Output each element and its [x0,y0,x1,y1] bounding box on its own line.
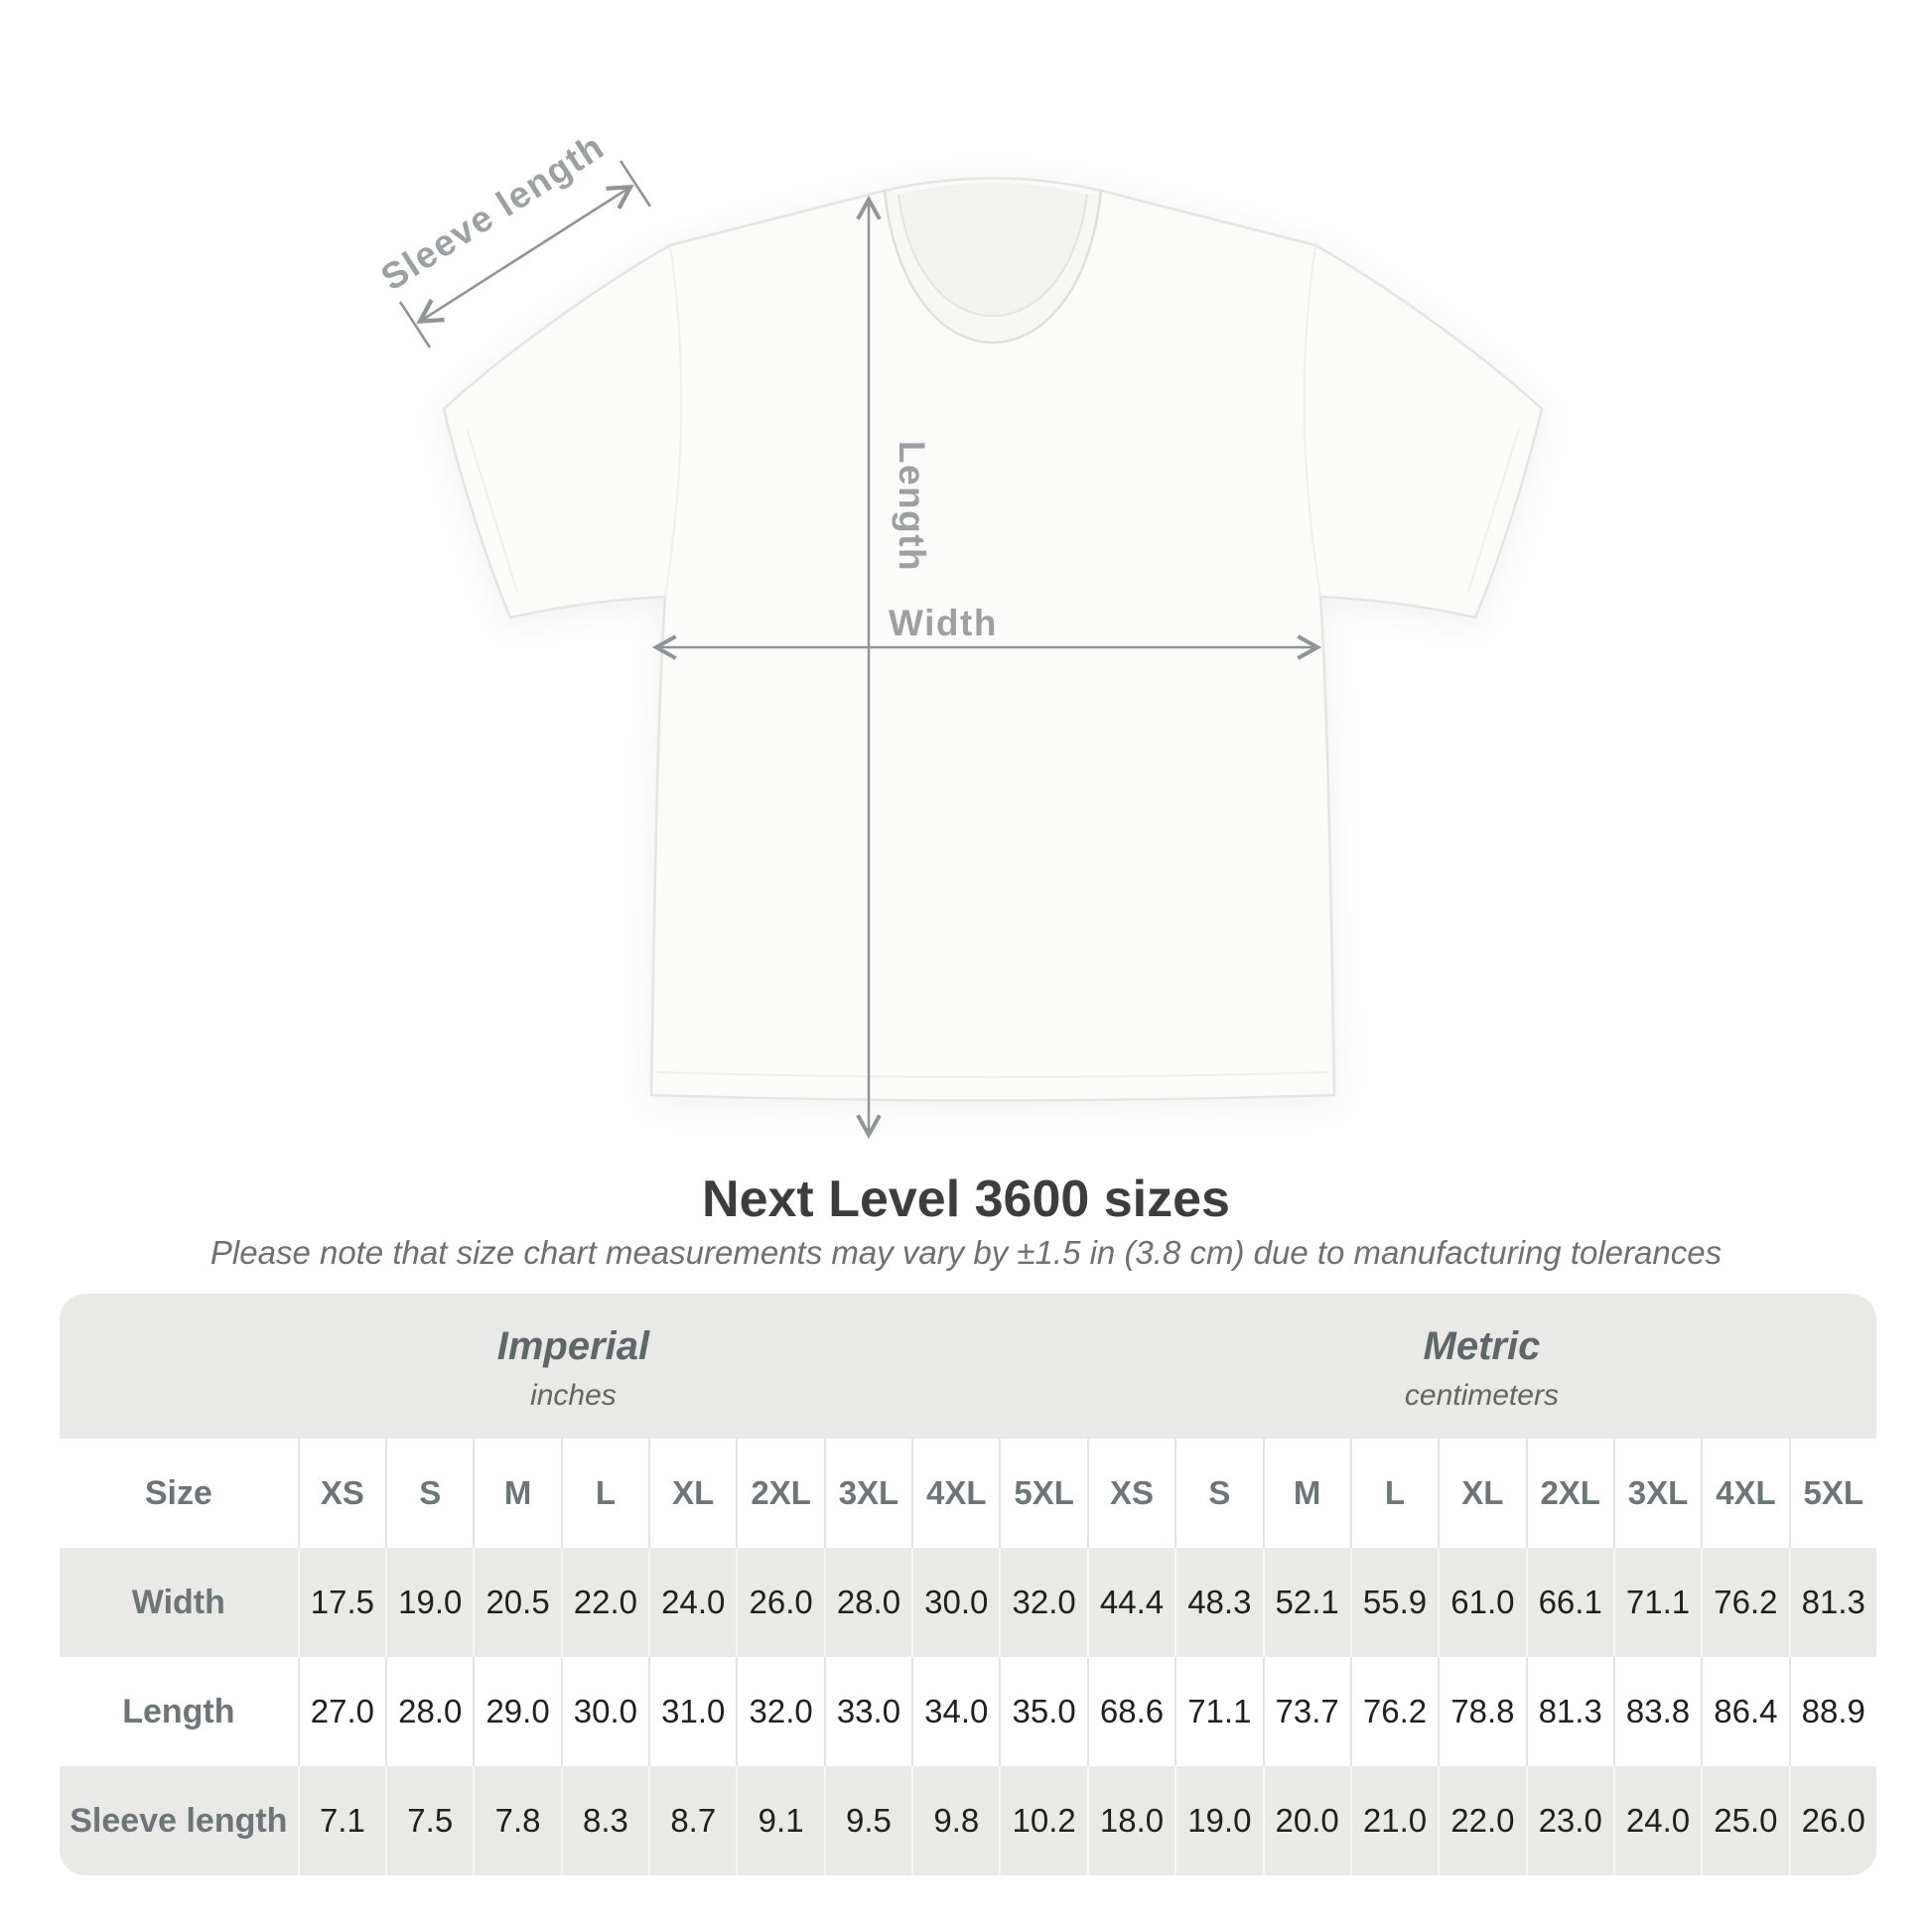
length-label: Length [892,440,932,573]
measurement-value-cell: 55.9 [1350,1548,1438,1657]
sleeve-length-row [60,1766,1876,1875]
measurement-value-cell: 48.3 [1174,1548,1262,1657]
size-column-header: 4XL [911,1439,999,1548]
size-column-header: XL [1438,1439,1525,1548]
measurement-value-cell: 32.0 [736,1657,823,1766]
measurement-value-cell: 7.5 [385,1766,473,1875]
size-column-header: 3XL [824,1439,911,1548]
measurement-value-cell: 10.2 [999,1766,1086,1875]
measurement-value-cell: 76.2 [1350,1657,1438,1766]
measurement-value-cell: 9.1 [736,1766,823,1875]
measurement-value-cell: 8.7 [648,1766,736,1875]
measurement-value-cell: 9.5 [824,1766,911,1875]
size-row-label: Size [144,1473,212,1512]
size-header-row [60,1439,1876,1548]
size-column-header: L [561,1439,648,1548]
measurement-value-cell: 61.0 [1438,1548,1525,1657]
size-column-header: XL [648,1439,736,1548]
measurement-value-cell: 18.0 [1087,1766,1174,1875]
tolerance-note: Please note that size chart measurements may vary by ±1.5 in (3.8 cm) due to manufacturing tolerances [209,1234,1723,1271]
metric-section-unit: centimeters [1404,1378,1559,1412]
measurement-value-cell: 26.0 [1789,1766,1876,1875]
measurement-value-cell: 68.6 [1087,1657,1174,1766]
measurement-value-cell: 19.0 [385,1548,473,1657]
size-column-header: 5XL [1789,1439,1876,1548]
measurement-value-cell: 73.7 [1263,1657,1350,1766]
size-column-header: 4XL [1701,1439,1788,1548]
measurement-value-cell: 27.0 [298,1657,385,1766]
measurement-value-cell: 88.9 [1789,1657,1876,1766]
dimension-tick [621,161,650,207]
measurement-value-cell: 7.1 [298,1766,385,1875]
measurement-value-cell: 81.3 [1526,1657,1613,1766]
size-column-header: 2XL [736,1439,823,1548]
measurement-row-label: Length [122,1692,235,1730]
page-title: Next Level 3600 sizes [702,1171,1230,1228]
length-row [60,1657,1876,1766]
measurement-value-cell: 71.1 [1174,1657,1262,1766]
measurement-value-cell: 35.0 [999,1657,1086,1766]
imperial-section-unit: inches [530,1378,617,1412]
measurement-value-cell: 23.0 [1526,1766,1613,1875]
size-table-rows [60,1439,1876,1875]
metric-section-header [1087,1294,1876,1439]
measurement-value-cell: 22.0 [561,1548,648,1657]
measurement-value-cell: 31.0 [648,1657,736,1766]
measurement-value-cell: 29.0 [473,1657,560,1766]
size-column-header: 5XL [999,1439,1086,1548]
size-column-header: 2XL [1526,1439,1613,1548]
measurement-value-cell: 24.0 [648,1548,736,1657]
measurement-value-cell: 78.8 [1438,1657,1525,1766]
measurement-value-cell: 8.3 [561,1766,648,1875]
measurement-value-cell: 28.0 [824,1548,911,1657]
measurement-value-cell: 20.5 [473,1548,560,1657]
metric-section-title: Metric [1423,1323,1541,1368]
measurement-row-label: Width [131,1583,225,1621]
size-column-header: M [1263,1439,1350,1548]
measurement-value-cell: 86.4 [1701,1657,1788,1766]
measurement-value-cell: 81.3 [1789,1548,1876,1657]
sleeve-length-label: Sleeve length [373,125,612,299]
measurement-row-label: Sleeve length [69,1801,288,1840]
imperial-section-header [60,1294,1087,1439]
dimension-tick [400,302,430,347]
unit-section-header-row [60,1294,1876,1439]
measurement-value-cell: 52.1 [1263,1548,1350,1657]
measurement-value-cell: 33.0 [824,1657,911,1766]
size-table [60,1294,1876,1875]
measurement-value-cell: 17.5 [298,1548,385,1657]
measurement-value-cell: 32.0 [999,1548,1086,1657]
measurement-value-cell: 26.0 [736,1548,823,1657]
size-column-header: 3XL [1613,1439,1701,1548]
size-column-header: L [1350,1439,1438,1548]
measurement-value-cell: 24.0 [1613,1766,1701,1875]
width-label: Width [889,603,998,643]
measurement-value-cell: 9.8 [911,1766,999,1875]
measurement-value-cell: 25.0 [1701,1766,1788,1875]
measurement-value-cell: 22.0 [1438,1766,1525,1875]
measurement-value-cell: 21.0 [1350,1766,1438,1875]
measurement-value-cell: 28.0 [385,1657,473,1766]
measurement-value-cell: 19.0 [1174,1766,1262,1875]
size-column-header: XS [1087,1439,1174,1548]
measurement-value-cell: 76.2 [1701,1548,1788,1657]
measurement-value-cell: 44.4 [1087,1548,1174,1657]
width-row [60,1548,1876,1657]
measurement-value-cell: 83.8 [1613,1657,1701,1766]
size-column-header: M [473,1439,560,1548]
measurement-value-cell: 71.1 [1613,1548,1701,1657]
measurement-value-cell: 66.1 [1526,1548,1613,1657]
measurement-value-cell: 30.0 [911,1548,999,1657]
measurement-value-cell: 30.0 [561,1657,648,1766]
size-column-header: S [385,1439,473,1548]
measurement-value-cell: 20.0 [1263,1766,1350,1875]
size-column-header: XS [298,1439,385,1548]
measurement-value-cell: 34.0 [911,1657,999,1766]
measurement-value-cell: 7.8 [473,1766,560,1875]
size-column-header: S [1174,1439,1262,1548]
imperial-section-title: Imperial [496,1323,650,1368]
